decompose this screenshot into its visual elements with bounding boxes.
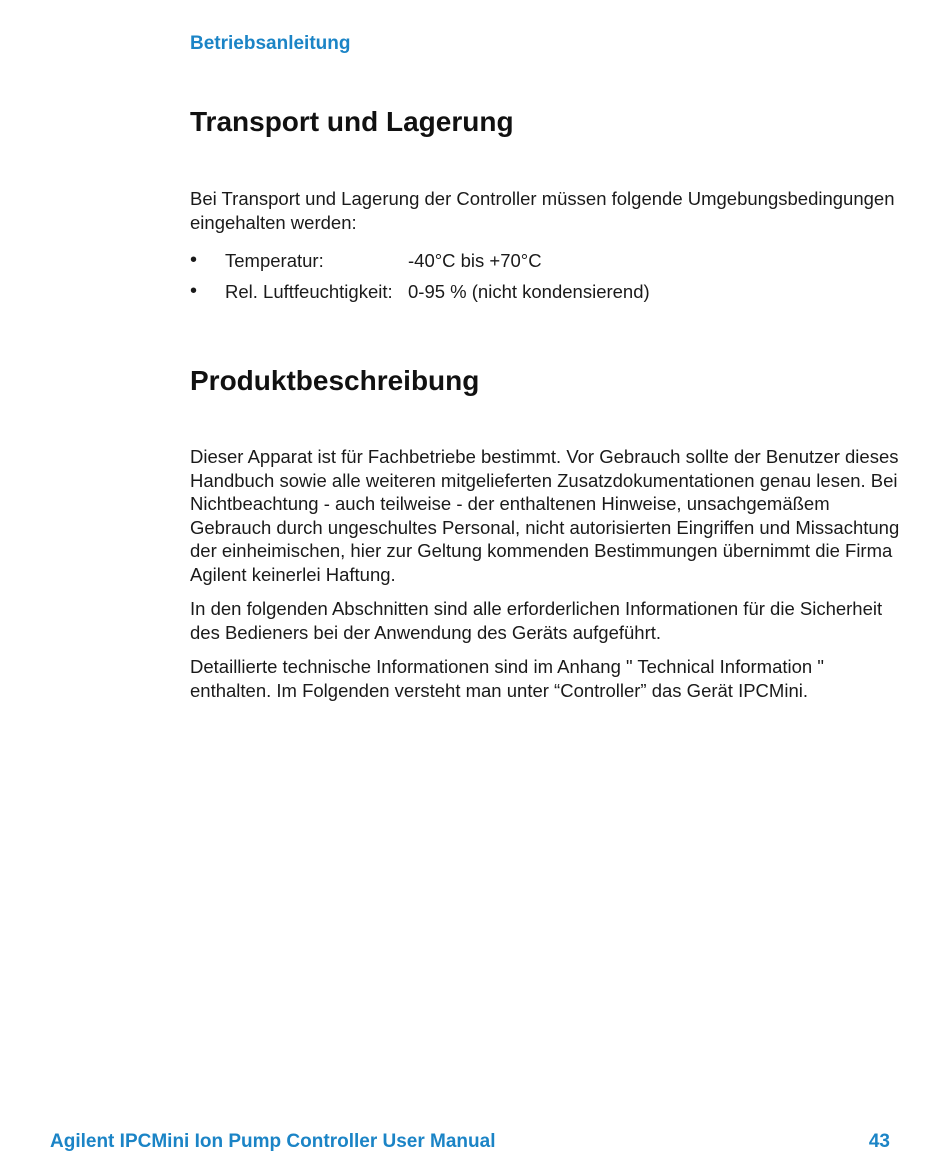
condition-value: -40°C bis +70°C [408, 249, 542, 271]
condition-item-temperature [190, 245, 650, 276]
condition-label: Rel. Luftfeuchtigkeit: [225, 280, 393, 302]
description-paragraph: Detaillierte technische Informationen sind im Anhang " Technical Information " enthalten. Im Folgenden versteht man unter “Controller” das Gerät IPCMini. [190, 656, 824, 701]
section-title-produktbeschreibung: Produktbeschreibung [190, 365, 480, 396]
conditions-list [190, 245, 650, 307]
description-paragraph: Dieser Apparat ist für Fachbetriebe bestimmt. Vor Gebrauch sollte der Benutzer dieses Handbuch sowie alle weiteren mitgelieferten Zusatzdokumentationen genau lesen. Bei Nichtbeachtung - auch teilweise - der enthaltenen Hinweise, unsachgemäßem Gebrauch durch ungeschultes Personal, nicht autorisierten Eingriffen und Missachtung der einheimischen, hier zur Geltung kommenden Bestimmungen übernimmt die Firma Agilent keinerlei Haftung. [190, 446, 900, 585]
condition-label: Temperatur: [225, 249, 324, 271]
bullet-icon: • [190, 280, 198, 302]
footer-page-number: 43 [868, 1131, 890, 1152]
condition-value: 0-95 % (nicht kondensierend) [408, 280, 650, 302]
transport-intro: Bei Transport und Lagerung der Controller müssen folgende Umgebungsbedingungen eingehalten werden: [190, 188, 895, 233]
section-title-transport: Transport und Lagerung [190, 106, 514, 137]
description-paragraph: In den folgenden Abschnitten sind alle erforderlichen Informationen für die Sicherheit des Bedieners bei der Anwendung des Geräts aufgeführt. [190, 598, 883, 643]
bullet-icon: • [190, 249, 198, 271]
footer-manual-title: Agilent IPCMini Ion Pump Controller User Manual [50, 1131, 496, 1152]
running-header: Betriebsanleitung [190, 33, 351, 54]
condition-item-humidity [190, 276, 650, 307]
